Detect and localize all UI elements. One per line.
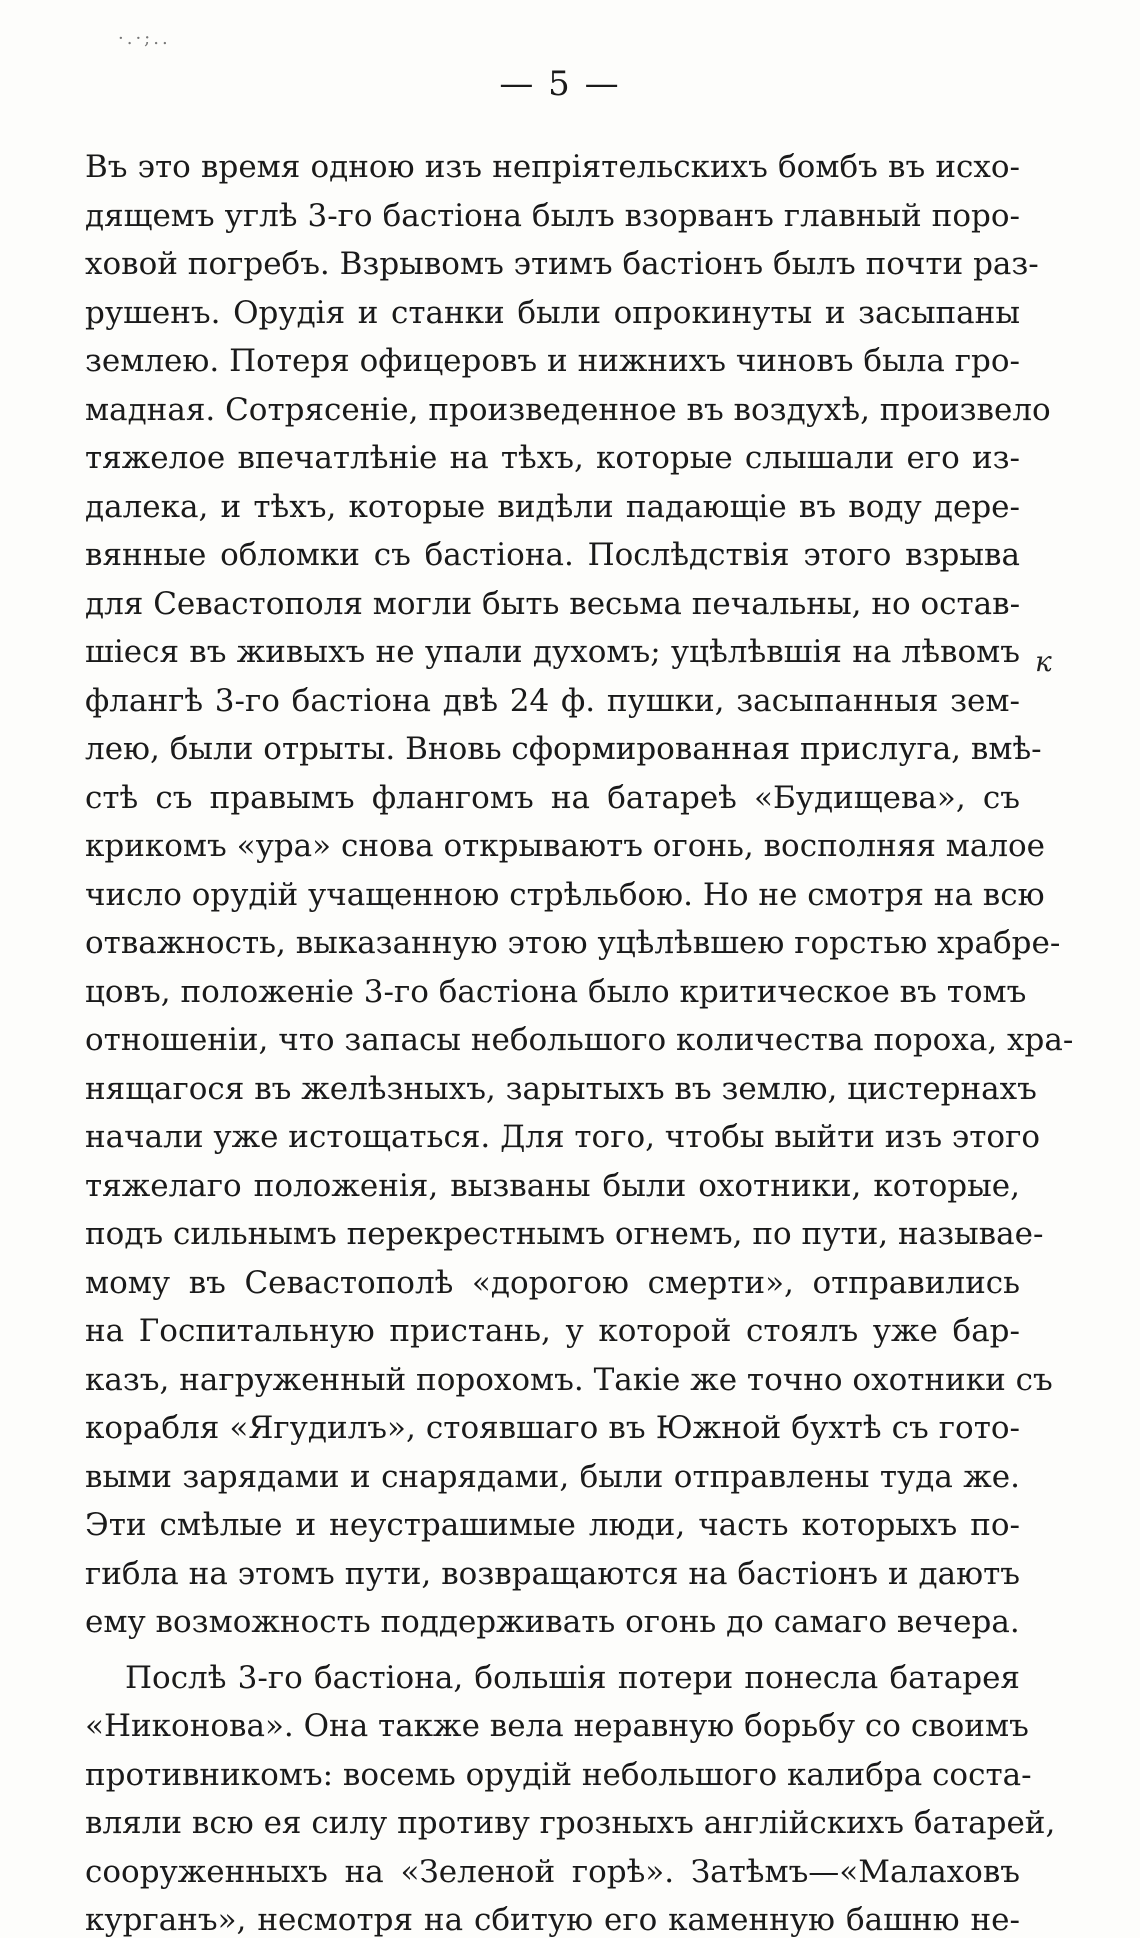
text-line: начали уже истощаться. Для того, чтобы выйти изъ этого [85,1119,1040,1155]
text-line: отношеніи, что запасы небольшого количества пороха, хра- [85,1022,1074,1058]
text-line: лею, были отрыты. Вновь сформированная прислуга, вмѣ- [85,731,1042,767]
text-line: подъ сильнымъ перекрестнымъ огнемъ, по пути, называе- [85,1216,1044,1252]
text-line: сооруженныхъ на «Зеленой горѣ». Затѣмъ—«Малаховъ [85,1853,1020,1890]
text-line: вянные обломки съ бастіона. Послѣдствія этого взрыва [85,537,1020,573]
text-line: землею. Потеря офицеровъ и нижнихъ чиновъ была гро- [85,343,1020,379]
text-line: для Севастополя могли быть весьма печальны, но остав- [85,585,1021,622]
text-line: Въ это время одною изъ непріятельскихъ бомбъ въ исхо- [85,149,1020,185]
text-line: мому въ Севастополѣ «дорогою смерти», отправились [85,1264,1020,1301]
paragraph-2 [85,1654,1056,1945]
text-line: вляли всю ея силу противу грозныхъ англійскихъ батарей, [85,1805,1056,1841]
text-line: крикомъ «ура» снова открываютъ огонь, восполняя малое [85,828,1046,864]
text-line: гибла на этомъ пути, возвращаются на бастіонъ и даютъ [85,1555,1020,1592]
text-line: цовъ, положеніе 3-го бастіона было критическое въ томъ [85,973,1027,1010]
paragraph-1 [85,143,1074,1647]
text-line: шіеся въ живыхъ не упали духомъ; уцѣлѣвшія на лѣвомъ [85,634,1020,670]
text-line: противникомъ: восемь орудій небольшого калибра соста- [85,1756,1032,1793]
text-line: далека, и тѣхъ, которые видѣли падающіе въ воду дере- [85,488,1020,525]
text-line: ховой погребъ. Взрывомъ этимъ бастіонъ былъ почти раз- [85,246,1039,282]
body-text [85,143,1074,1945]
text-line: Эти смѣлые и неустрашимые люди, часть которыхъ по- [85,1507,1020,1543]
text-line: курганъ», несмотря на сбитую его каменную башню не- [85,1902,1020,1938]
corner-specks: ·.·;.. [118,28,171,49]
text-line: рушенъ. Орудія и станки были опрокинуты и засыпаны [85,294,1020,331]
text-line: казъ, нагруженный порохомъ. Такіе же точно охотники съ [85,1361,1053,1398]
text-line: тяжелаго положенія, вызваны были охотники, которые, [85,1167,1020,1204]
page-number: — 5 — [499,64,621,104]
text-line: ему возможность поддерживать огонь до самаго вечера. [85,1604,1020,1640]
text-line: корабля «Ягудилъ», стоявшаго въ Южной бухтѣ съ гото- [85,1410,1020,1446]
text-line: мадная. Сотрясеніе, произведенное въ воздухѣ, произвело [85,391,1051,428]
text-line: стѣ съ правымъ флангомъ на батареѣ «Будищева», съ [85,779,1020,816]
text-line: нящагося въ желѣзныхъ, зарытыхъ въ землю, цистернахъ [85,1070,1037,1107]
margin-note: к [1035,645,1052,678]
text-line: на Госпитальную пристань, у которой стоялъ уже бар- [85,1313,1020,1349]
text-line: тяжелое впечатлѣніе на тѣхъ, которые слышали его из- [85,440,1020,476]
text-line: выми зарядами и снарядами, были отправлены туда же. [85,1458,1020,1495]
text-line: дящемъ углѣ 3-го бастіона былъ взорванъ главный поро- [85,197,1020,234]
text-line: «Никонова». Она также вела неравную борьбу со своимъ [85,1708,1029,1744]
text-line: число орудій учащенною стрѣльбою. Но не смотря на всю [85,876,1045,913]
text-line: флангѣ 3-го бастіона двѣ 24 ф. пушки, засыпанныя зем- [85,682,1020,719]
text-line: Послѣ 3-го бастіона, большія потери понесла батарея [125,1659,1020,1696]
text-line: отважность, выказанную этою уцѣлѣвшею горстью храбре- [85,925,1061,961]
